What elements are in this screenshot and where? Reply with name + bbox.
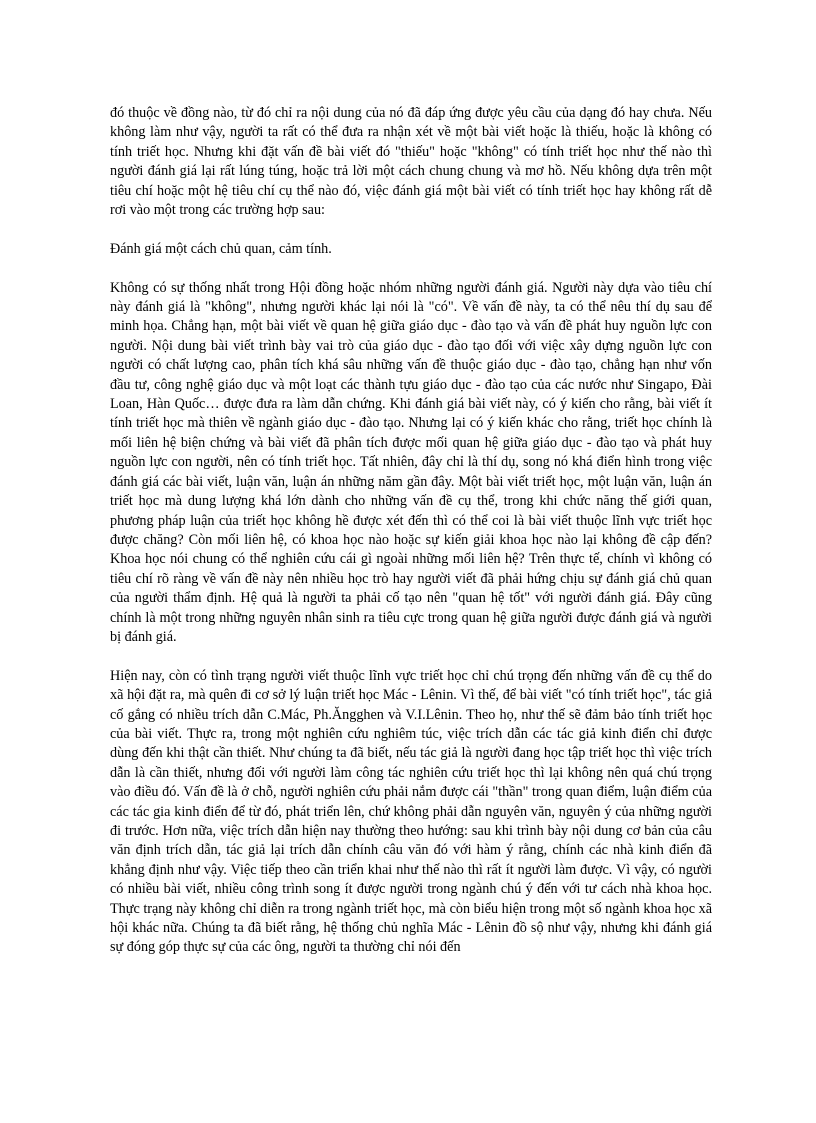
paragraph-citations: Hiện nay, còn có tình trạng người viết thuộc lĩnh vực triết học chỉ chú trọng đến những vấn đề cụ thể do xã hội đặt ra, mà quên đi cơ sở lý luận triết học Mác - Lênin. Vì thế, để bài viết "có tính triết học", tác giả cố gắng có nhiều trích dẫn C.Mác, Ph.Ăngghen và V.I.Lênin. Theo họ, như thế sẽ đảm bảo tính triết học của bài viết. Thực ra, trong một nghiên cứu nghiêm túc, việc trích dẫn các tác giả kinh điển chỉ được dùng đến khi thật cần thiết. Như chúng ta đã biết, nếu tác giả là người đang học tập triết học thì việc trích dẫn là cần thiết, nhưng đối với người làm công tác nghiên cứu triết học thì lại không nên quá chú trọng vào điều đó. Vấn đề là ở chỗ, người nghiên cứu phải nắm được cái "thần" trong quan điểm, luận điểm của các tác gia kinh điển để từ đó, phát triển lên, chứ không phải dẫn nguyên văn, nguyên ý của những người đi trước. Hơn nữa, việc trích dẫn hiện nay thường theo hướng: sau khi trình bày nội dung cơ bản của câu văn định trích dẫn, tác giả lại trích dẫn chính câu văn đó với hàm ý rằng, chính các nhà kinh điển đã khẳng định như vậy. Việc tiếp theo cần triển khai như thế nào thì rất ít người làm được. Vì vậy, có người có nhiều bài viết, nhiều công trình song ít được người trong ngành chú ý đến với tư cách nhà khoa học. Thực trạng này không chỉ diễn ra trong ngành triết học, mà còn biểu hiện trong một số ngành khoa học xã hội khác nữa. Chúng ta đã biết rằng, hệ thống chủ nghĩa Mác - Lênin đồ sộ như vậy, nhưng khi đánh giá sự đóng góp thực sự của các ông, người ta thường chỉ nói đến — [110, 667, 712, 956]
document-page — [110, 104, 712, 958]
paragraph-intro: đó thuộc về đồng nào, từ đó chỉ ra nội dung của nó đã đáp ứng được yêu cầu của dạng đó hay chưa. Nếu không làm như vậy, người ta rất có thể đưa ra nhận xét về một bài viết hoặc là thiếu, hoặc là không có tính triết học. Nhưng khi đặt vấn đề bài viết đó "thiếu" hoặc "không" có tính triết học như thế nào thì người đánh giá lại rất lúng túng, hoặc trả lời một cách chung chung và mơ hồ. Nếu không dựa trên một tiêu chí hoặc một hệ tiêu chí cụ thể nào đó, việc đánh giá một bài viết có tính triết học hay không rất dễ rơi vào một trong các trường hợp sau: — [110, 105, 712, 219]
paragraph-subjective: Đánh giá một cách chủ quan, cảm tính. — [110, 240, 332, 257]
paragraph-no-consensus: Không có sự thống nhất trong Hội đồng hoặc nhóm những người đánh giá. Người này dựa vào tiêu chí này đánh giá là "không", nhưng người khác lại nói là "có". Về vấn đề này, ta có thể nêu thí dụ sau để minh họa. Chẳng hạn, một bài viết về quan hệ giữa giáo dục - đào tạo và vấn đề phát huy nguồn lực con người. Nội dung bài viết trình bày vai trò của giáo dục - đào tạo đối với việc xây dựng nguồn lực con người có chất lượng cao, phân tích khá sâu những vấn đề thuộc giáo dục - đào tạo, chẳng hạn như vốn đầu tư, công nghệ giáo dục và một loạt các thành tựu giáo dục - đào tạo của các nước như Singapo, Đài Loan, Hàn Quốc… được đưa ra làm dẫn chứng. Khi đánh giá bài viết này, có ý kiến cho rằng, bài viết ít tính triết học mà thiên về ngành giáo dục - đào tạo. Nhưng lại có ý kiến khác cho rằng, triết học chính là mối liên hệ biện chứng và bài viết đã phân tích được mối quan hệ giữa giáo dục - đào tạo và phát huy nguồn lực con người, nên có tính triết học. Tất nhiên, đây chỉ là thí dụ, song nó khá điển hình trong việc đánh giá các bài viết, luận văn, luận án những năm gần đây. Một bài viết triết học, một luận văn, luận án triết học mà dung lượng khá lớn dành cho những vấn đề cụ thể, trong khi chức năng thế giới quan, phương pháp luận của triết học không hề được xét đến thì có thể coi là bài viết thuộc lĩnh vực triết học được chăng? Còn mối liên hệ, có khoa học nào hoặc sự kiến giải khoa học nào lại không đề cập đến? Khoa học nói chung có thể nghiên cứu cái gì ngoài những mối liên hệ? Trên thực tế, chính vì không có tiêu chí rõ ràng về vấn đề này nên nhiều học trò hay người viết đã phải hứng chịu sự đánh giá chủ quan của người thẩm định. Hệ quả là người ta phải cố tạo nên "quan hệ tốt" với người đánh giá. Đây cũng chính là một trong những nguyên nhân sinh ra tiêu cực trong quan hệ giữa người được đánh giá và người bị đánh giá. — [110, 279, 712, 645]
